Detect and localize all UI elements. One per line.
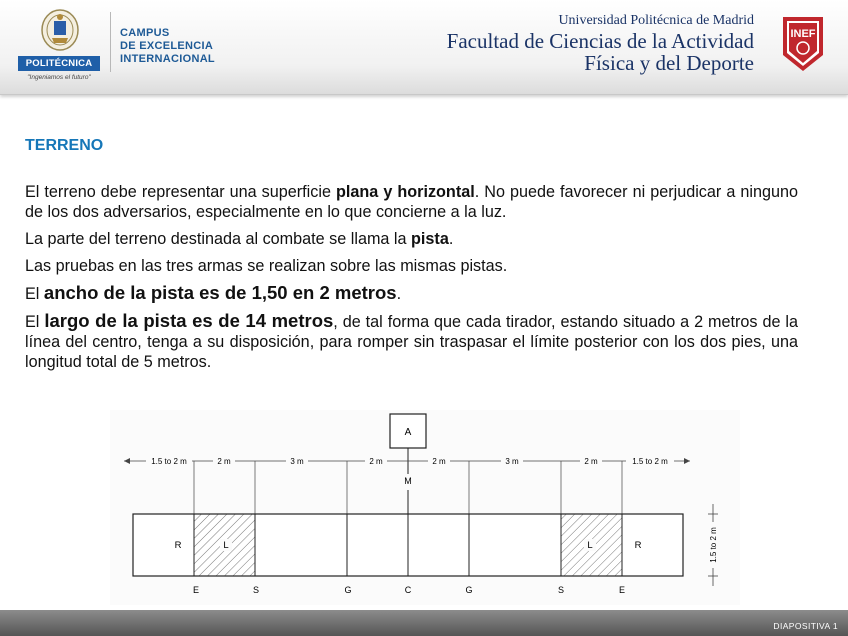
bold-run: pista xyxy=(411,230,449,248)
line-label: E xyxy=(618,585,626,595)
paragraph xyxy=(25,311,798,372)
slide-header xyxy=(0,0,848,95)
text-run: . xyxy=(396,285,402,303)
text-run: . No puede favorecer ni perjudicar a ninguno de los dos adversarios, especialmente en lo que concierne a la luz. xyxy=(25,183,798,221)
text-run: El xyxy=(25,313,45,331)
campus-line: CAMPUS xyxy=(120,27,170,39)
paragraph xyxy=(25,283,798,304)
zone-label: L xyxy=(223,540,229,551)
campus-line: DE EXCELENCIA xyxy=(120,40,214,52)
line-label: E xyxy=(192,585,200,595)
upm-seal-icon xyxy=(40,8,80,52)
dimension-label: 2 m xyxy=(217,457,231,466)
text-run: El terreno debe representar una superficie xyxy=(25,183,337,201)
slide-number: DIAPOSITIVA 1 xyxy=(773,621,838,631)
faculty-name-line: Física y del Deporte xyxy=(584,51,754,75)
slide-footer xyxy=(0,610,848,636)
dimension-label: 2 m xyxy=(584,457,598,466)
line-label: G xyxy=(465,585,473,595)
bold-run: plana y horizontal xyxy=(336,183,475,201)
faculty-heading xyxy=(447,12,754,74)
dimension-label: 2 m xyxy=(369,457,383,466)
page-title: TERRENO xyxy=(25,137,104,154)
line-label: C xyxy=(404,585,412,595)
faculty-name-line: Facultad de Ciencias de la Actividad xyxy=(446,29,754,53)
zone-label: R xyxy=(174,540,182,551)
header-divider xyxy=(110,12,111,72)
line-label: G xyxy=(344,585,352,595)
paragraph xyxy=(25,182,798,222)
bold-run: largo de la pista es de 14 metros xyxy=(44,310,334,331)
text-run: , de tal forma que cada tirador, estando situado a 2 metros de la línea del centro, tenga a su disposición, para romper sin traspasar el límite posterior con los dos pies, una longitud total de 5 metros. xyxy=(25,313,798,371)
text-run: El xyxy=(25,285,44,303)
dimension-label: 2 m xyxy=(432,457,446,466)
dimension-label: 1.5 to 2 m xyxy=(632,457,668,466)
paragraph xyxy=(25,229,798,249)
inef-logo-text: INEF xyxy=(790,28,816,40)
campus-excelencia-label xyxy=(120,27,215,66)
piste-diagram xyxy=(110,410,740,605)
upm-name-bar: POLITÉCNICA xyxy=(18,56,100,71)
width-dimension-label: 1.5 to 2 m xyxy=(709,527,718,563)
zone-label: R xyxy=(634,540,642,551)
zone-label: L xyxy=(587,540,593,551)
paragraph: Las pruebas en las tres armas se realizan sobre las mismas pistas. xyxy=(25,257,508,275)
dimension-label: 1.5 to 2 m xyxy=(151,457,187,466)
center-marker-label: M xyxy=(404,476,412,486)
text-run: . xyxy=(448,230,454,248)
line-label: S xyxy=(557,585,565,595)
text-run: La parte del terreno destinada al combate se llama la xyxy=(25,230,412,248)
line-label: S xyxy=(252,585,260,595)
university-name: Universidad Politécnica de Madrid xyxy=(558,13,754,28)
bold-run: ancho de la pista es de 1,50 en 2 metros xyxy=(43,282,397,303)
dimension-label: 3 m xyxy=(505,457,519,466)
upm-tagline: "Ingeniamos el futuro" xyxy=(27,74,91,81)
dimension-label: 3 m xyxy=(290,457,304,466)
body-text xyxy=(25,182,798,379)
campus-line: INTERNACIONAL xyxy=(120,53,215,65)
director-label: A xyxy=(404,427,412,438)
inef-logo-icon xyxy=(781,15,825,73)
